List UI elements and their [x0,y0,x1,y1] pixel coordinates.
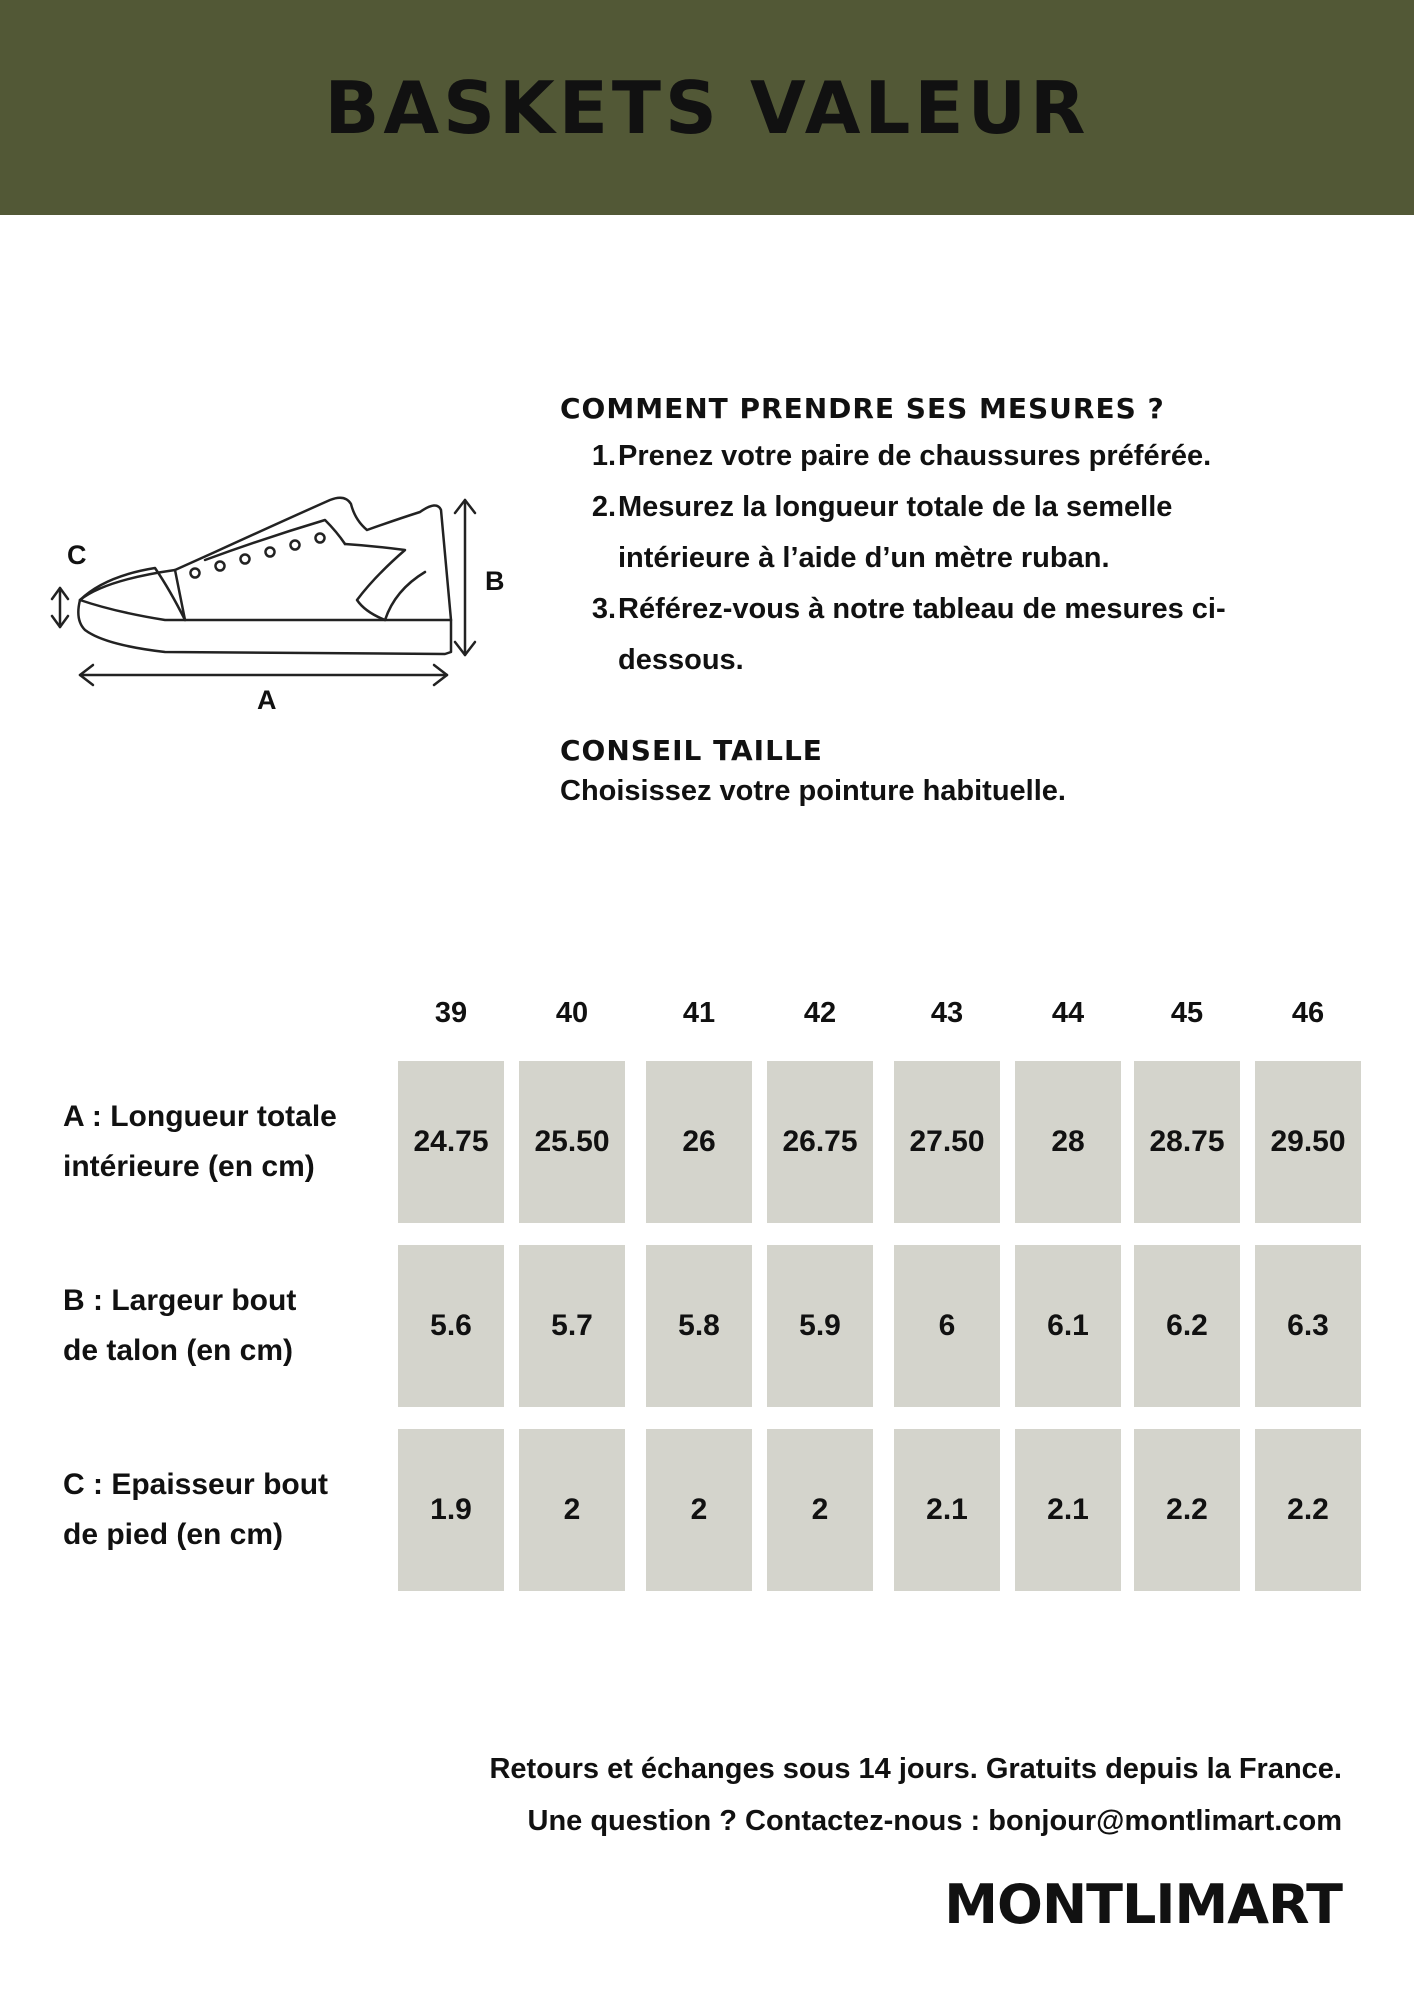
step-text: Prenez votre paire de chaussures préférée. [618,440,1212,472]
table-cell: 29.50 [1255,1061,1361,1223]
size-header: 42 [803,997,837,1029]
size-header: 45 [1170,997,1204,1029]
table-cell: 5.8 [646,1245,752,1407]
table-cell: 6.3 [1255,1245,1361,1407]
table-cell: 28 [1015,1061,1121,1223]
steps-list [560,431,1380,686]
row-label-line: B : Largeur bout [63,1284,297,1317]
list-item [560,584,1380,686]
table-cell: 6.2 [1134,1245,1240,1407]
page-title: BASKETS VALEUR [324,65,1090,150]
size-header: 39 [434,997,468,1029]
step-number: 2. [591,491,616,523]
step-number: 1. [591,440,616,472]
table-cell: 27.50 [894,1061,1000,1223]
row-label-line: C : Epaisseur bout [63,1468,329,1501]
label-c: C [67,540,87,570]
row-label [63,1460,363,1560]
measurement-instructions [560,392,1380,808]
label-a: A [257,685,277,715]
size-header: 43 [930,997,964,1029]
table-cell: 2.1 [1015,1429,1121,1591]
table-cell: 5.6 [398,1245,504,1407]
tip-text: Choisissez votre pointure habituelle. [560,775,1066,807]
table-cell: 2 [767,1429,873,1591]
table-cell: 6 [894,1245,1000,1407]
shoe-diagram [45,480,515,740]
brand-logo: MONTLIMART [944,1873,1342,1936]
size-header: 46 [1291,997,1325,1029]
size-header: 41 [682,997,716,1029]
contact-note: Une question ? Contactez-nous : bonjour@montlimart.com [527,1805,1342,1837]
list-item [560,431,1380,482]
table-cell: 26.75 [767,1061,873,1223]
table-cell: 6.1 [1015,1245,1121,1407]
measure-heading: COMMENT PRENDRE SES MESURES ? [560,392,1165,425]
table-cell: 2.1 [894,1429,1000,1591]
list-item [560,482,1380,584]
row-label-line: A : Longueur totale [63,1100,337,1133]
table-cell: 5.7 [519,1245,625,1407]
table-cell: 26 [646,1061,752,1223]
label-b: B [485,566,505,596]
table-cell: 2.2 [1134,1429,1240,1591]
table-cell: 25.50 [519,1061,625,1223]
table-cell: 28.75 [1134,1061,1240,1223]
table-cell: 2 [519,1429,625,1591]
step-text: Référez-vous à notre tableau de mesures ci-dessous. [618,593,1226,676]
table-cell: 2.2 [1255,1429,1361,1591]
row-label-line: de talon (en cm) [63,1334,294,1367]
row-label [63,1276,363,1376]
table-cell: 1.9 [398,1429,504,1591]
row-label-line: de pied (en cm) [63,1518,284,1551]
size-header: 40 [555,997,589,1029]
step-number: 3. [591,593,616,625]
sneaker-icon [45,480,515,740]
step-text: Mesurez la longueur totale de la semelle intérieure à l’aide d’un mètre ruban. [618,491,1173,574]
table-cell: 5.9 [767,1245,873,1407]
row-label [63,1092,363,1192]
tip-heading: CONSEIL TAILLE [560,734,823,767]
row-label-line: intérieure (en cm) [63,1150,315,1183]
header-banner [0,0,1414,215]
size-header: 44 [1051,997,1085,1029]
table-cell: 24.75 [398,1061,504,1223]
returns-note: Retours et échanges sous 14 jours. Gratuits depuis la France. [489,1753,1342,1785]
table-cell: 2 [646,1429,752,1591]
